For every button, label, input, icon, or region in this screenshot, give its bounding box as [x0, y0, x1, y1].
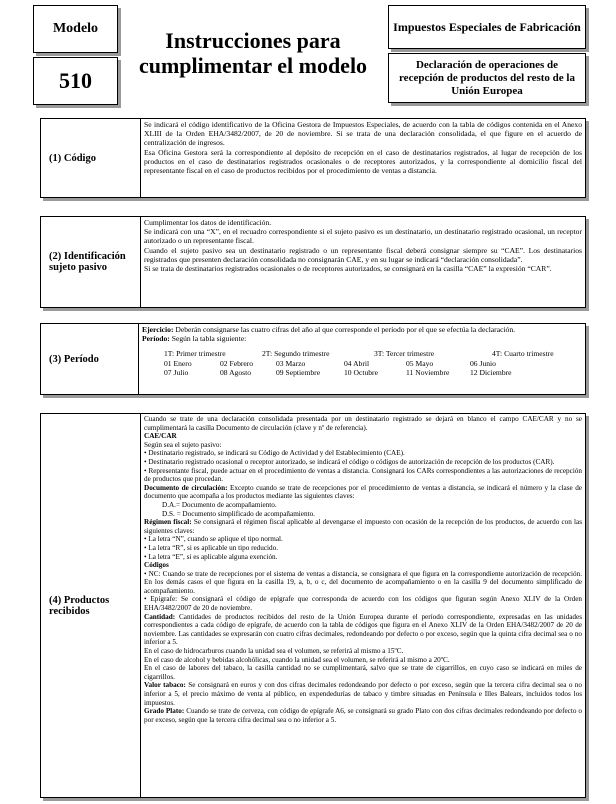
regimen-heading: Régimen fiscal:: [144, 518, 192, 527]
doc-line: [144, 484, 582, 501]
section-productos-body: [141, 414, 585, 797]
right-top-text: Impuestos Especiales de Fabricación: [393, 20, 581, 34]
month: 02 Febrero: [220, 358, 254, 368]
productos-intro: Cuando se trate de una declaración consolidada presentada por un destinatario registrado se dejará en blanco el campo CAE/CAR y no se cumplimentará la casilla Documento de circulación (clave y nº de referencia).: [144, 415, 582, 432]
month: 08 Agosto: [220, 367, 252, 377]
quarter-4: 4T: Cuarto trimestre: [492, 349, 554, 359]
month: 04 Abril: [344, 358, 370, 368]
ident-p1: Cumplimentar los datos de identificación.: [144, 218, 272, 227]
section-productos: [40, 413, 586, 798]
codigo-p1: Se indicará el código identificativo de la Oficina Gestora de Impuestos Especiales, de acuerdo con la tabla de códigos contenida en el Anexo XLIII de la Orden EHA/3482/2007, de 20 de noviembre. Si se trata de una declaración consolidada, el que figure en el acuerdo de centralización de ingresos.: [144, 120, 582, 148]
valor-text: Se consignará en euros y con dos cifras decimales redondeando por defecto o por exceso, según que la tercera cifra decimal sea o no inferior a 5, el precio máximo de venta al público, en expendedurías de tabaco y timbre situadas en Península e Illes Balears, incluidos todos los impuestos.: [144, 681, 582, 707]
ident-p4: Si se trata de destinatarios registrados ocasionales o de receptores autorizados, se consignará en la casilla “CAE” la expresión “CAR”.: [144, 264, 552, 274]
month: 07 Julio: [164, 367, 189, 377]
ejercicio-line: [142, 325, 582, 334]
cantidad-heading: Cantidad:: [144, 612, 176, 621]
ejercicio-label: Ejercicio:: [142, 325, 174, 334]
cantidad-p4: En el caso de labores del tabaco, la casilla cantidad no se cumplimentará, salvo que se trate de cigarrillos, en cuyo caso se indicará en miles de cigarrillos.: [144, 664, 582, 681]
quarters-row: [142, 349, 582, 358]
month: 05 Mayo: [406, 358, 434, 368]
regimen-text: Se consignará el régimen fiscal aplicable al devengarse el impuesto con ocasión de la recepción de los productos, de acuerdo con las siguientes claves:: [144, 518, 583, 535]
codigo-p2: Esa Oficina Gestora será la correspondiente al depósito de recepción en el caso de destinatarios registrados, al lugar de recepción de los productos en el caso de destinatarios registrados ocasionales o de receptores autorizados, y la correspondiente al domicilio fiscal del representante fiscal en el caso de productos recibidos por el procedimiento de ventas a distancia.: [144, 147, 582, 176]
month: 10 Octubre: [344, 367, 378, 377]
quarter-3: 3T: Tercer trimestre: [374, 349, 435, 359]
modelo-number: 510: [59, 68, 92, 93]
main-title: [122, 28, 384, 78]
section-identificacion-body: [141, 217, 585, 307]
cantidad-text: Cantidades de productos recibidos del resto de la Unión Europea durante el período correspondiente, expresadas en las unidades correspondientes a cada código de epígrafe, de acuerdo con la tabla de códigos que figura en el Anexo XLIV de la Orden EHA/3482/2007 de 20 de noviembre. Las cantidades se expresarán con cuatro cifras decimales, redondeando por defecto o por exceso, según que la quinta cifra decimal sea o no inferior a 5.: [144, 612, 582, 647]
cae-heading: CAE/CAR: [144, 432, 177, 441]
regimen-n: • La letra “N”, cuando se aplique el tipo normal.: [144, 535, 283, 544]
codigos-nc: • NC: Cuando se trate de recepciones por el sistema de ventas a distancia, se consignara el que figura en la correspondiente autorización de recepción. En los demás casos el que figura en la casilla 19, a, b, o c, del documento de acompañamiento o en la casilla 9 del documento simplificado de acompañamiento.: [144, 569, 582, 595]
month: 06 Junio: [470, 358, 496, 368]
plato-heading: Grado Plato:: [144, 707, 185, 716]
periodo-text: Según la tabla siguiente:: [169, 334, 247, 344]
periodo-line: [142, 334, 582, 343]
cae-bullet-3: • Representante fiscal, puede actuar en el procedimiento de ventas a distancia. Consignará los CARs correspondientes a las autorizaciones de recepción de productos que procedan.: [144, 466, 582, 484]
cantidad-line: [144, 613, 582, 647]
cae-intro: Según sea el sujeto pasivo:: [144, 440, 222, 449]
right-bottom-box: [388, 53, 586, 103]
section-codigo-body: [141, 119, 585, 197]
ident-p3: Cuando el sujeto pasivo sea un destinatario registrado o un representante fiscal deberá consignar siempre su “CAE”. Los destinatarios registrados que presenten declaración consolidada no consignarán CAE, y en su lugar se indicará “declaración consolidada”.: [144, 245, 582, 264]
periodo-label: Período:: [142, 334, 170, 344]
plato-text: Cuando se trate de cerveza, con código de epígrafe A6, se consignará su grado Plato con dos cifras decimales redondeando por defecto o por exceso, según que la tercera cifra decimal sea o no inferior a 5.: [144, 707, 582, 724]
doc-da: D.A.= Documento de acompañamiento.: [162, 500, 277, 509]
months-row-1: [142, 359, 582, 368]
modelo-label-box: [33, 5, 118, 53]
months-row-2: [142, 368, 582, 377]
section-periodo-label: (3) Período: [41, 324, 139, 394]
valor-heading: Valor tabaco:: [144, 681, 186, 690]
cae-bullet-2: • Destinatario registrado ocasional o receptor autorizado, se indicará el código o códigos de autorización de recepción de los productos (CAR).: [144, 457, 555, 466]
doc-ds: D.S. = Documento simplificado de acompañamiento.: [162, 509, 315, 518]
modelo-number-box: [33, 57, 118, 105]
regimen-e: • La letra “E”, si es aplicable alguna exención.: [144, 552, 278, 561]
quarter-2: 2T: Segundo trimestre: [262, 349, 330, 359]
month: 09 Septiembre: [276, 367, 321, 377]
ident-p2: Se indicará con una “X”, en el recuadro correspondiente si el sujeto pasivo es un destinatario, un destinatario registrado ocasional, un receptor autorizado o un representante fiscal.: [144, 227, 582, 246]
codigos-epigrafe: • Epígrafe: Se consignará el código de epígrafe que corresponda de acuerdo con los códigos que figuran según Anexo XLIV de la Orden EHA/3482/2007 de 20 de noviembre.: [144, 595, 582, 613]
month: 01 Enero: [164, 358, 192, 368]
section-identificacion: [40, 216, 586, 308]
cae-bullet-1: • Destinatario registrado, se indicará su Código de Actividad y del Establecimiento (CAE).: [144, 449, 405, 458]
month: 03 Marzo: [276, 358, 306, 368]
month: 11 Noviembre: [406, 367, 450, 377]
main-title-text: Instrucciones para cumplimentar el modelo: [138, 28, 368, 78]
month: 12 Diciembre: [470, 367, 512, 377]
right-top-box: [388, 5, 586, 49]
section-identificacion-label: (2) Identificación sujeto pasivo: [41, 217, 141, 307]
regimen-line: [144, 518, 582, 535]
plato-line: [144, 707, 582, 724]
valor-line: [144, 681, 582, 707]
quarter-1: 1T: Primer trimestre: [164, 349, 226, 359]
section-periodo: [40, 323, 586, 395]
section-productos-label: (4) Productos recibidos: [41, 414, 141, 797]
doc-text: Excepto cuando se trate de recepciones por el procedimiento de ventas a distancia, se indicará el número y la clase de documento que acompaña a los productos mediante las siguientes claves:: [144, 483, 582, 501]
modelo-label: Modelo: [52, 21, 99, 36]
section-codigo: [40, 118, 586, 198]
cantidad-p3: En el caso de alcohol y bebidas alcohólicas, cuando la unidad sea el volumen, se referirá al mismo a 20ºC.: [144, 655, 450, 664]
section-codigo-label: (1) Código: [41, 119, 141, 197]
codigos-heading: Códigos: [144, 561, 169, 570]
doc-heading: Documento de circulación:: [144, 483, 228, 492]
cantidad-p2: En el caso de hidrocarburos cuando la unidad sea el volumen, se referirá al mismo a 15ºC.: [144, 647, 404, 656]
right-bottom-text: Declaración de operaciones de recepción de productos del resto de la Unión Europea: [399, 58, 575, 97]
regimen-r: • La letra “R”, si es aplicable un tipo reducido.: [144, 543, 279, 552]
ejercicio-text: Deberán consignarse las cuatro cifras del año al que corresponde el período por el que se efectúa la declaración.: [173, 325, 516, 334]
section-periodo-body: [139, 324, 585, 394]
